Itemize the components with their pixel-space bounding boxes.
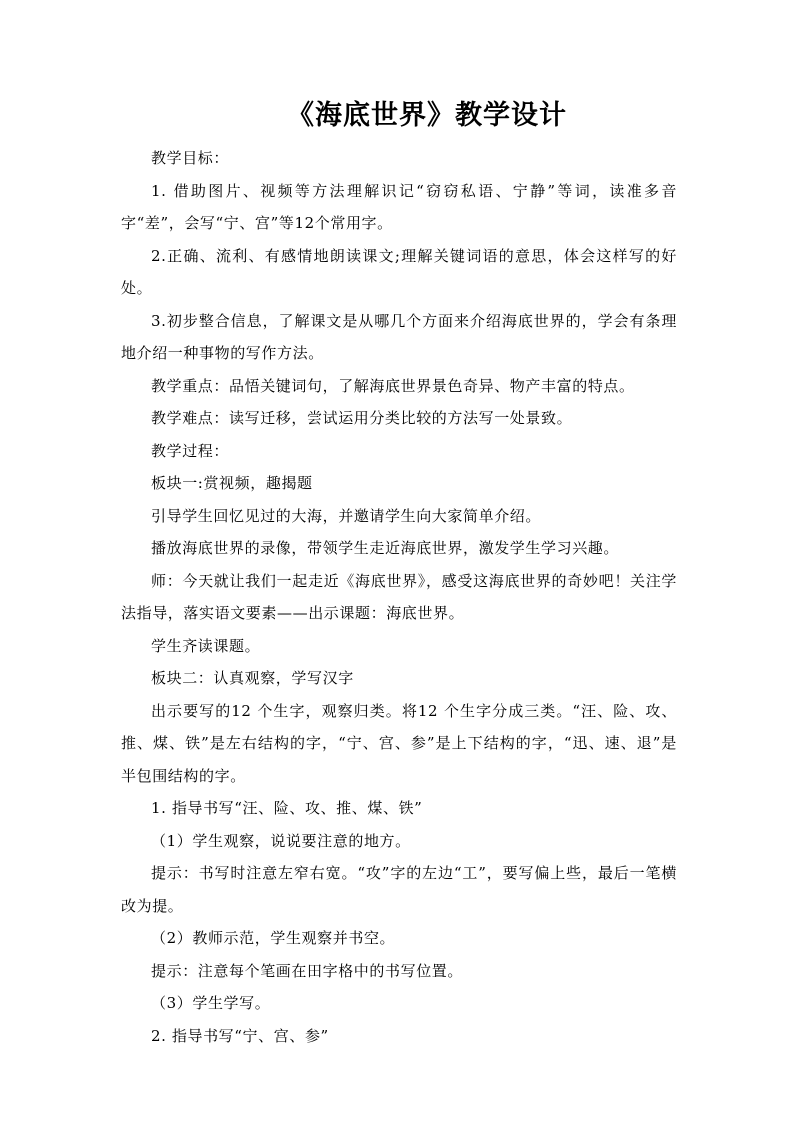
document-body — [121, 142, 677, 1052]
paragraph-process-heading: 教学过程： — [151, 441, 230, 460]
paragraph-character-classification: 出示要写的12 个生字，观察归类。将12 个生字分成三类。“汪、险、攻、推、煤、铁”是左右结构的字，“宁、宫、参”是上下结构的字，“迅、速、退”是半包围结构的字。 — [121, 701, 677, 785]
paragraph-goal-3: 3.初步整合信息，了解课文是从哪几个方面来介绍海底世界的，学会有条理地介绍一种事物的写作方法。 — [121, 311, 677, 362]
paragraph-key-points: 教学重点：品悟关键词句，了解海底世界景色奇异、物产丰富的特点。 — [151, 376, 635, 395]
paragraph-difficult-points: 教学难点：读写迁移，尝试运用分类比较的方法写一处景致。 — [151, 409, 573, 427]
paragraph-section-1-heading: 板块一:赏视频，趣揭题 — [151, 474, 313, 492]
paragraph-step-1-observe: （1）学生观察，说说要注意的地方。 — [151, 831, 411, 850]
paragraph-writing-guide-2: 2. 指导书写“宁、宫、参” — [151, 1026, 329, 1045]
paragraph-teacher-speech: 师：今天就让我们一起走近《海底世界》，感受这海底世界的奇妙吧！关注学法指导，落实语文要素——出示课题：海底世界。 — [121, 571, 677, 622]
paragraph-step-3-practice: （3）学生学写。 — [151, 994, 271, 1012]
document-title: 《海底世界》教学设计 — [287, 100, 567, 131]
paragraph-hint-1: 提示：书写时注意左窄右宽。“攻”字的左边“工”，要写偏上些，最后一笔横改为提。 — [121, 864, 677, 915]
paragraph-section-1-step-1: 引导学生回忆见过的大海，并邀请学生向大家简单介绍。 — [151, 506, 542, 525]
paragraph-section-1-step-2: 播放海底世界的录像，带领学生走近海底世界，激发学生学习兴趣。 — [151, 539, 620, 557]
paragraph-section-2-heading: 板块二：认真观察，学写汉字 — [151, 669, 354, 687]
paragraph-goal-1: 1. 借助图片、视频等方法理解识记“窃窃私语、宁静”等词，读准多音字“差”，会写“宁、宫”等12个常用字。 — [121, 181, 677, 232]
paragraph-goal-2: 2.正确、流利、有感情地朗读课文;理解关键词语的意思，体会这样写的好处。 — [121, 246, 677, 297]
paragraph-step-2-demo: （2）教师示范，学生观察并书空。 — [151, 929, 396, 947]
paragraph-hint-2: 提示：注意每个笔画在田字格中的书写位置。 — [151, 961, 464, 980]
paragraph-read-title: 学生齐读课题。 — [151, 636, 261, 655]
paragraph-teaching-goals-heading: 教学目标： — [151, 149, 230, 167]
paragraph-writing-guide-1: 1. 指导书写“汪、险、攻、推、煤、铁” — [151, 799, 423, 817]
